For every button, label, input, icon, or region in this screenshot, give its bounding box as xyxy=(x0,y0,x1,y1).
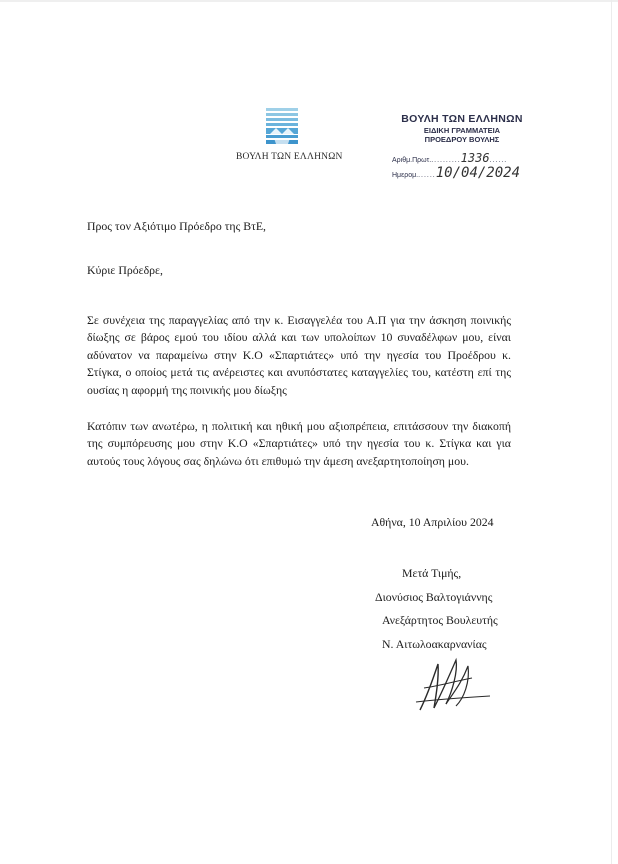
salutation: Κύριε Πρόεδρε, xyxy=(87,263,163,277)
stamp-protocol-value: 1336 xyxy=(460,151,490,165)
stamp-line-secretariat: ΕΙΔΙΚΗ ΓΡΑΜΜΑΤΕΙΑ xyxy=(423,126,501,135)
stamp-protocol-row: Αριθμ.Πρωτ...........1336...... xyxy=(392,151,508,165)
protocol-stamp xyxy=(392,113,542,181)
stamp-date-row: Ημερομ.......10/04/2024 xyxy=(392,165,521,181)
signer-name: Διονύσιος Βαλτογιάννης xyxy=(375,590,493,604)
signer-title: Ανεξάρτητος Βουλευτής xyxy=(382,613,498,627)
page-top-edge xyxy=(0,0,618,2)
handwritten-signature xyxy=(412,652,494,714)
parliament-emblem-icon xyxy=(262,104,302,150)
stamp-line-president: ΠΡΟΕΔΡΟΥ ΒΟΥΛΗΣ xyxy=(424,135,500,144)
stamp-date-label: Ημερομ. xyxy=(392,172,419,179)
stamp-line-parliament: ΒΟΥΛΗ ΤΩΝ ΕΛΛΗΝΩΝ xyxy=(401,113,523,125)
signer-constituency: Ν. Αιτωλοακαρνανίας xyxy=(382,637,487,651)
page-right-edge xyxy=(611,0,612,864)
stamp-date-value: 10/04/2024 xyxy=(435,165,521,181)
paragraph-1: Σε συνέχεια της παραγγελίας από την κ. Εισαγγελέα του Α.Π για την άσκηση ποινικής δίωξης σε βάρος εμού του ιδίου αλλά και των υπολοίπων 10 συναδέλφων μου, είναι αδύνατον να παραμείνω στην Κ.Ο «Σπαρτιάτες» υπό την ηγεσία του Προέδρου κ. Στίγκα, ο οποίος μετά τις ανέρειστες και ανυπόστατες καταγγελίες του, κατέστη επί της ουσίας η αφορμή της ποινικής μου δίωξης xyxy=(87,313,511,397)
recipient-line: Προς τον Αξιότιμο Πρόεδρο της ΒτΕ, xyxy=(87,219,266,233)
place-date: Αθήνα, 10 Απριλίου 2024 xyxy=(371,515,494,529)
paragraph-2: Κατόπιν των ανωτέρω, η πολιτική και ηθική μου αξιοπρέπεια, επιτάσσουν την διακοπή της συμπόρευσης μου στην Κ.Ο «Σπαρτιάτες» υπό την ηγεσία του κ. Στίγκα και για αυτούς τους λόγους σας δηλώνω ότι επιθυμώ την άμεση ανεξαρτητοποίηση μου. xyxy=(87,419,511,468)
stamp-protocol-label: Αριθμ.Πρωτ. xyxy=(392,157,432,164)
emblem-caption: ΒΟΥΛΗ ΤΩΝ ΕΛΛΗΝΩΝ xyxy=(236,152,343,162)
closing: Μετά Τιμής, xyxy=(402,566,462,580)
